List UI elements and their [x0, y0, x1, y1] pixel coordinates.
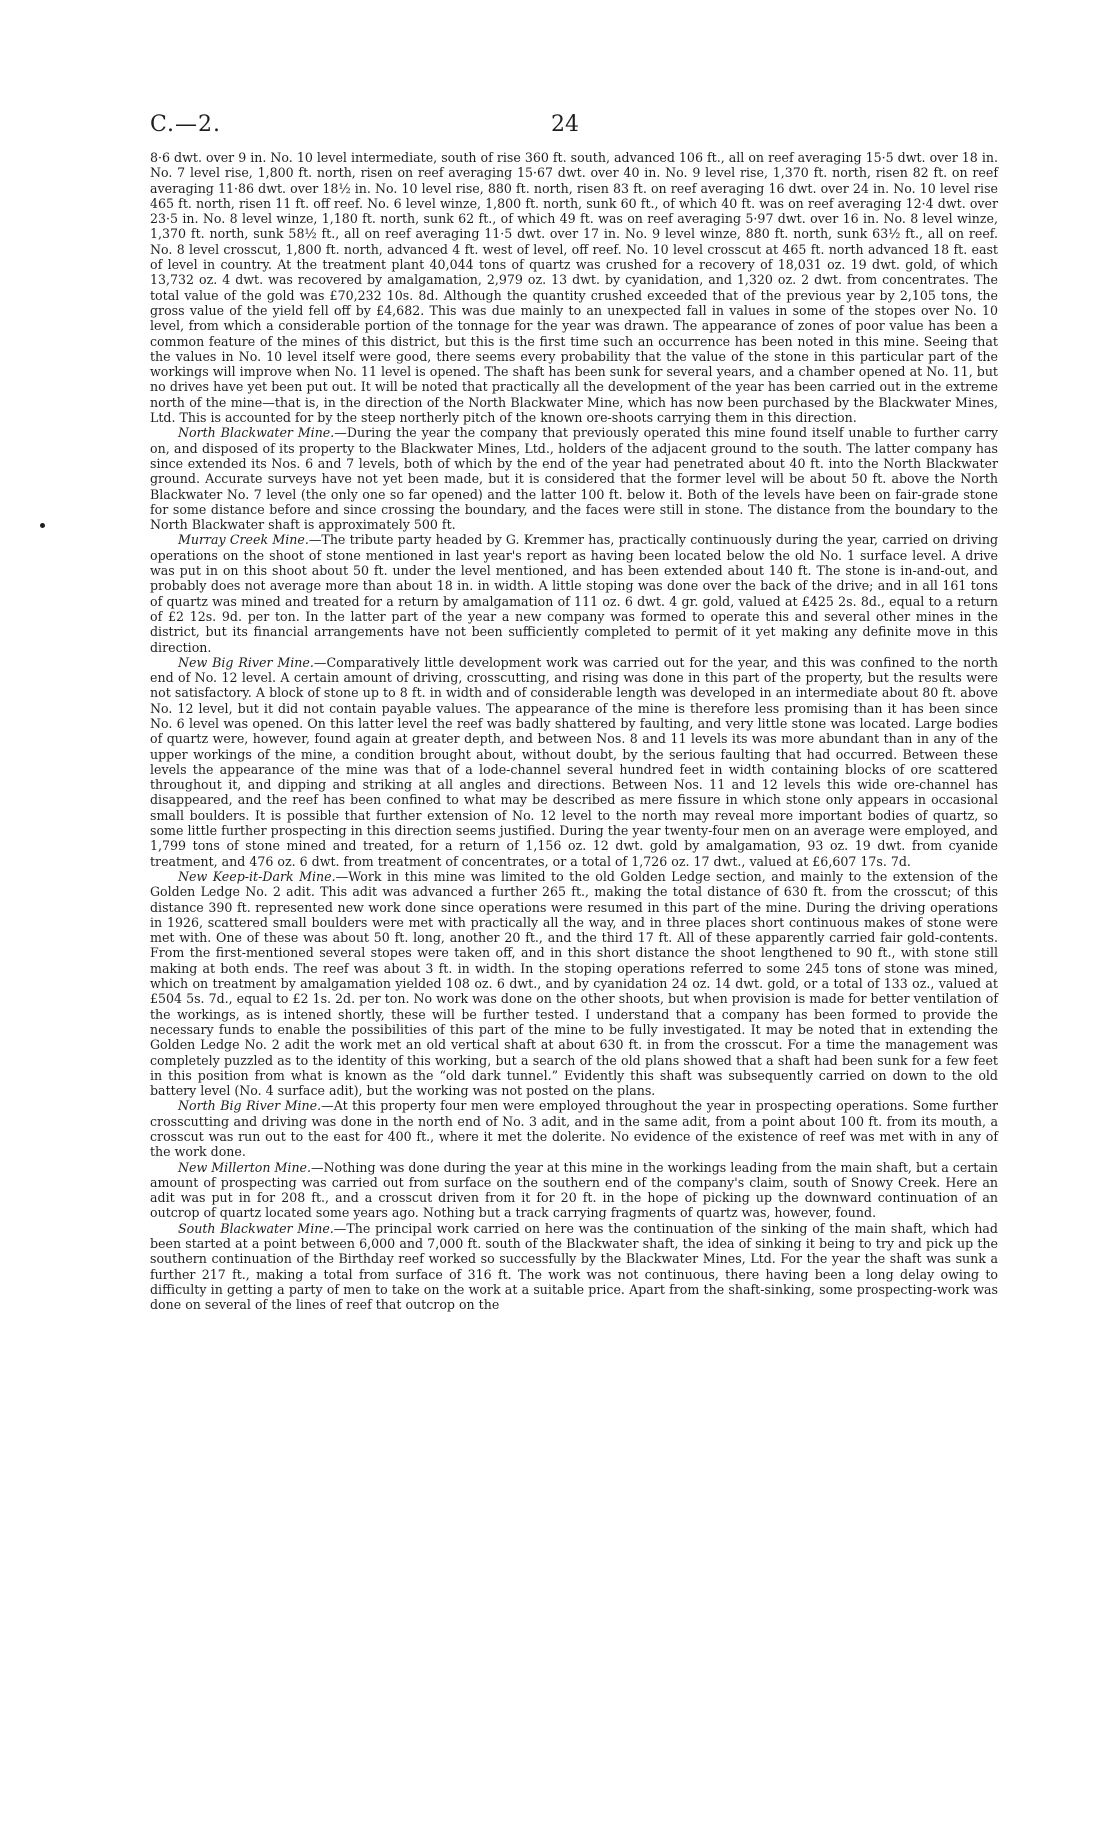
- paragraph-text: —At this property four men were employed throughout the year in prospecting operations. Some further crosscutting and driving was done in the north end of No. 3 adit, and in the same adit, from a point about 100 ft. from its mouth, a crosscut was run out to the east for 400 ft., where it met the dolerite. No evidence of the existence of reef was met with in any of the work done.: [150, 1098, 998, 1160]
- mine-heading: New Big River Mine.: [178, 654, 314, 670]
- mine-heading: North Blackwater Mine.: [178, 425, 335, 441]
- mine-heading: New Keep-it-Dark Mine.: [178, 868, 336, 884]
- paragraph-new-millerton: [150, 1160, 998, 1221]
- paragraph-text: —Nothing was done during the year at this mine in the workings leading from the main shaft, but a certain amount of prospecting was carried out from surface on the southern end of the company's claim, south of Snowy Creek. Here an adit was put in for 208 ft., and a crosscut driven from it for 20 ft. in the hope of picking up the downward continuation of an outcrop of quartz located some years ago. Nothing but a track carrying fragments of quartz was, however, found.: [150, 1159, 998, 1221]
- paragraph-north-blackwater: [150, 425, 998, 532]
- paragraph-new-keep-it-dark: [150, 869, 998, 1098]
- paragraph-text: —The principal work carried on here was the continuation of the sinking of the main shaft, which had been started at a point between 6,000 and 7,000 ft. south of the Blackwater shaft, the idea of sinking it being to try and pick up the southern continuation of the Birthday reef worked so successfully by the Blackwater Mines, Ltd. For the year the shaft was sunk a further 217 ft., making a total from surface of 316 ft. The work was not continuous, there having been a long delay owing to difficulty in getting a party of men to take on the work at a suitable price. Apart from the shaft-sinking, some prospecting-work was done on several of the lines of reef that outcrop on the: [150, 1220, 998, 1313]
- paragraph-text: —During the year the company that previously operated this mine found itself unable to further carry on, and disposed of its property to the Blackwater Mines, Ltd., holders of the adjacent ground to the south. The latter company has since extended its Nos. 6 and 7 levels, both of which by the end of the year had penetrated about 40 ft. into the North Blackwater ground. Accurate surveys have not yet been made, but it is considered that the former level will be about 50 ft. above the North Blackwater No. 7 level (the only one so far opened) and the latter 100 ft. below it. Both of the levels have been on fair-grade stone for some distance before and since crossing the boundary, and the faces were still in stone. The distance from the boundary to the North Blackwater shaft is approximately 500 ft.: [150, 425, 998, 533]
- paragraph-south-blackwater: [150, 1221, 998, 1313]
- page-number: 24: [551, 112, 579, 137]
- paragraph-text: —Work in this mine was limited to the old Golden Ledge section, and mainly to the extension of the Golden Ledge No. 2 adit. This adit was advanced a further 265 ft., making the total distance of 630 ft. from the crosscut; of this distance 390 ft. represented new work done since operations were resumed in this part of the mine. During the driving operations in 1926, scattered small boulders were met with practically all the way, and in three places short continuous makes of stone were met with. One of these was about 50 ft. long, another 20 ft., and the third 17 ft. All of these apparently carried fair gold-contents. From the first-mentioned several stopes were taken off, and in this short distance the shoot lengthened to 90 ft., with stone still making at both ends. The reef was about 3 ft. in width. In the stoping operations referred to some 245 tons of stone was mined, which on treatment by amalgamation yielded 108 oz. 6 dwt., and by cyanidation 24 oz. 14 dwt. gold, or a total of 133 oz., valued at £504 5s. 7d., equal to £2 1s. 2d. per ton. No work was done on the other shoots, but when provision is made for better ventilation of the workings, as is intened shortly, these will be further tested. I understand that a company has been formed to provide the necessary funds to enable the possibilities of this part of the mine to be fully investigated. It may be noted that in extending the Golden Ledge No. 2 adit the work met an old vertical shaft at about 630 ft. in from the crosscut. For a time the management was completely puzzled as to the identity of this working, but a search of the old plans showed that a shaft had been sunk for a few feet in this position from what is known as the “old dark tunnel.” Evidently this shaft was subsequently carried on down to the old battery level (No. 4 surface adit), but the working was not posted on the plans.: [150, 868, 998, 1099]
- mine-heading: New Millerton Mine.: [178, 1159, 312, 1175]
- document-reference: C.—2.: [150, 112, 222, 137]
- paragraph-text: —Comparatively little development work was carried out for the year, and this was confined to the north end of No. 12 level. A certain amount of driving, crosscutting, and rising was done in this part of the property, but the results were not satisfactory. A block of stone up to 8 ft. in width and of considerable length was developed in an intermediate about 80 ft. above No. 12 level, but it did not contain payable values. The appearance of the mine is therefore less promising than it has been since No. 6 level was opened. On this latter level the reef was badly shattered by faulting, and very little stone was located. Large bodies of quartz were, however, found again at greater depth, and between Nos. 8 and 11 levels its was more abundant than in any of the upper workings of the mine, a condition brought about, without doubt, by the serious faulting that had occurred. Between these levels the appearance of the mine was that of a lode-channel several hundred feet in width containing blocks of ore scattered throughout it, and dipping and striking at all angles and directions. Between Nos. 11 and 12 levels this wide ore-channel has disappeared, and the reef has been confined to what may be described as mere fissure in which stone only appears in occasional small boulders. It is possible that further extension of No. 12 level to the north may reveal more important bodies of quartz, so some little further prospecting in this direction seems justified. During the year twenty-four men on an average were employed, and 1,799 tons of stone mined and treated, for a return of 1,156 oz. 12 dwt. gold by amalgamation, 93 oz. 19 dwt. from cyanide treatment, and 476 oz. 6 dwt. from treatment of concentrates, or a total of 1,726 oz. 17 dwt., valued at £6,607 17s. 7d.: [150, 654, 998, 869]
- paragraph-text: —The tribute party headed by G. Kremmer has, practically continuously during the year, carried on driving operations on the shoot of stone mentioned in last year's report as having been located below the old No. 1 surface level. A drive was put in on this shoot about 50 ft. under the level mentioned, and has been extended about 140 ft. The stone is in-and-out, and probably does not average more than about 18 in. in width. A little stoping was done over the back of the drive; and in all 161 tons of quartz was mined and treated for a return by amalgamation of 111 oz. 6 dwt. 4 gr. gold, valued at £425 2s. 8d., equal to a return of £2 12s. 9d. per ton. In the latter part of the year a new company was formed to operate this and several other mines in the district, but its financial arrangements have not been sufficiently completed to permit of it yet making any definite move in this direction.: [150, 532, 999, 655]
- mine-heading: North Big River Mine.: [178, 1098, 322, 1114]
- margin-dot: [40, 523, 45, 528]
- paragraph-intro: [150, 150, 998, 425]
- body-text: [150, 150, 998, 1313]
- paragraph-north-big-river: [150, 1098, 998, 1159]
- paragraph-new-big-river: [150, 655, 998, 869]
- paragraph-murray-creek: [150, 532, 998, 654]
- mine-heading: South Blackwater Mine.: [178, 1220, 334, 1236]
- mine-heading: Murray Creek Mine.: [178, 532, 309, 548]
- paragraph-text: 8·6 dwt. over 9 in. No. 10 level intermediate, south of rise 360 ft. south, advanced 106 ft., all on reef averaging 15·5 dwt. over 18 in. No. 7 level rise, 1,800 ft. north, risen on reef averaging 15·67 dwt. over 40 in. No. 9 level rise, 1,370 ft. north, risen 82 ft. on reef averaging 11·86 dwt. over 18½ in. No. 10 level rise, 880 ft. north, risen 83 ft. on reef averaging 16 dwt. over 24 in. No. 10 level rise 465 ft. north, risen 11 ft. off reef. No. 6 level winze, 1,800 ft. north, sunk 60 ft., of which 40 ft. was on reef averaging 12·4 dwt. over 23·5 in. No. 8 level winze, 1,180 ft. north, sunk 62 ft., of which 49 ft. was on reef averaging 5·97 dwt. over 16 in. No. 8 level winze, 1,370 ft. north, sunk 58½ ft., all on reef averaging 11·5 dwt. over 17 in. No. 9 level winze, 880 ft. north, sunk 63½ ft., all on reef. No. 8 level crosscut, 1,800 ft. north, advanced 4 ft. west of level, off reef. No. 10 level crosscut at 465 ft. north advanced 18 ft. east of level in country. At the treatment plant 40,044 tons of quartz was crushed for a recovery of 18,031 oz. 19 dwt. gold, of which 13,732 oz. 4 dwt. was recovered by amalgamation, 2,979 oz. 13 dwt. by cyanidation, and 1,320 oz. 2 dwt. from concentrates. The total value of the gold was £70,232 10s. 8d. Although the quantity crushed exceeded that of the previous year by 2,105 tons, the gross value of the yield fell off by £4,682. This was due mainly to an unexpected fall in values in some of the stopes over No. 10 level, from which a considerable portion of the tonnage for the year was drawn. The appearance of zones of poor value has been a common feature of the mines of this district, but this is the first time such an occurrence has been noted in this mine. Seeing that the values in No. 10 level itself were good, there seems every probability that the value of the stone in this particular part of the workings will improve when No. 11 level is opened. The shaft has been sunk for several years, and a chamber opened at No. 11, but no drives have yet been put out. It will be noted that practically all the development of the year has been carried out in the extreme north of the mine—that is, in the direction of the North Blackwater Mine, which has now been purchased by the Blackwater Mines, Ltd. This is accounted for by the steep northerly pitch of the known ore-shoots carrying them in this direction.: [150, 150, 998, 426]
